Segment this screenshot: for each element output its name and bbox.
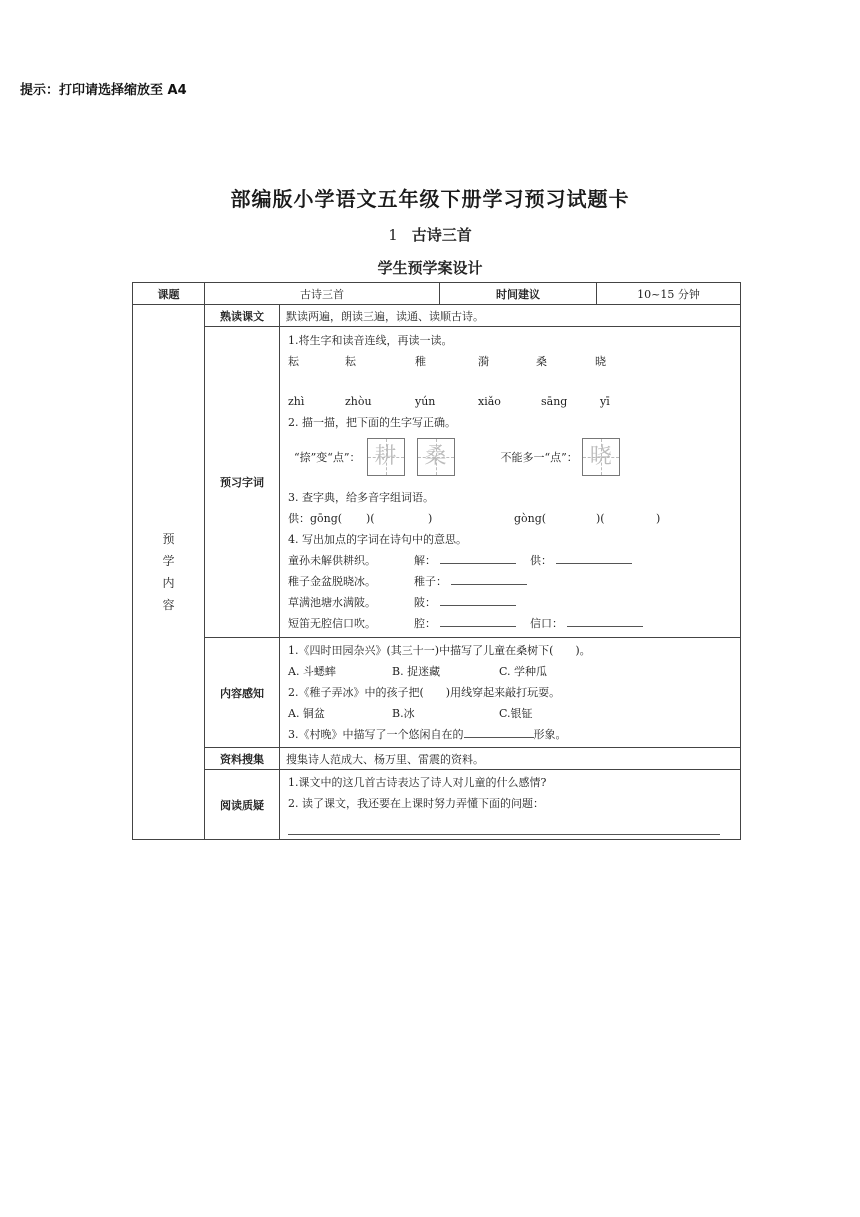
option: A. 铜盆 (288, 707, 325, 720)
lesson-name: 古诗三首 (411, 226, 472, 244)
read-label: 熟读课文 (205, 305, 280, 327)
char-row (288, 351, 732, 372)
question-q2: 2. 读了课文，我还要在上课时努力弄懂下面的问题： (288, 797, 544, 810)
poem-line: 短笛无腔信口吹。 (288, 617, 376, 630)
answer-blank[interactable] (567, 614, 643, 627)
read-text: 默读两遍，朗读三遍，读通、读顺古诗。 (280, 305, 741, 327)
option: A. 斗蟋蟀 (288, 665, 336, 678)
pinyin-row (288, 391, 732, 412)
char-item: 桑 (536, 355, 547, 368)
pinyin-item: yī (600, 395, 610, 408)
question-label: 阅读质疑 (205, 770, 280, 840)
char-item: 耘 (345, 355, 356, 368)
content-body (280, 638, 741, 748)
answer-blank[interactable] (440, 551, 516, 564)
poem-line: 童孙未解供耕织。 (288, 554, 376, 567)
pinyin-item: zhì (288, 395, 305, 408)
words-q1: 1.将生字和读音连线，再读一读。 (288, 334, 453, 347)
content-q1: 1.《四时田园杂兴》(其三十一)中描写了儿童在桑树下( )。 (288, 644, 591, 657)
option: C.银钲 (499, 707, 533, 720)
topic-label: 课题 (133, 283, 205, 305)
meaning-line (288, 550, 732, 571)
polyphone-part: 供：gōng( (288, 512, 343, 525)
meaning-label: 供： (530, 554, 552, 567)
meaning-label: 稚子： (414, 575, 447, 588)
meaning-line (288, 592, 732, 613)
meaning-label: 信口： (530, 617, 563, 630)
answer-blank[interactable] (451, 572, 527, 585)
answer-blank[interactable] (464, 725, 534, 738)
polyphone-part: ) (656, 512, 661, 525)
subtitle: 学生预学案设计 (377, 259, 483, 277)
row-question (133, 770, 741, 840)
collect-label: 资料搜集 (205, 748, 280, 770)
content-q3-suffix: 形象。 (533, 728, 567, 741)
side-label: 预 学 内 容 (133, 305, 205, 840)
content-q2-options (288, 703, 732, 724)
question-answer-line[interactable] (288, 820, 720, 835)
option: B.冰 (392, 707, 415, 720)
pinyin-item: xiǎo (478, 395, 501, 408)
words-q2: 2. 描一描，把下面的生字写正确。 (288, 416, 456, 429)
topic-value: 古诗三首 (205, 283, 440, 305)
meaning-label: 腔： (414, 617, 436, 630)
row-read (133, 305, 741, 327)
answer-blank[interactable] (440, 593, 516, 606)
trace-box: 桑 (417, 438, 455, 476)
question-body (280, 770, 741, 840)
trace-left-label: “捺”变“点”： (294, 451, 361, 464)
time-value: 10~15 分钟 (597, 283, 741, 305)
meaning-line (288, 613, 732, 634)
char-item: 漪 (478, 355, 489, 368)
option: B. 捉迷藏 (392, 665, 441, 678)
meaning-label: 陂： (414, 596, 436, 609)
polyphone-part: ) (428, 512, 433, 525)
row-content (133, 638, 741, 748)
pinyin-item: zhòu (345, 395, 372, 408)
lesson-title (0, 224, 860, 245)
pinyin-item: yún (415, 395, 436, 408)
question-q1: 1.课文中的这几首古诗表达了诗人对儿童的什么感情? (288, 776, 547, 789)
content-label: 内容感知 (205, 638, 280, 748)
pinyin-item: sāng (541, 395, 568, 408)
trace-row (288, 433, 732, 481)
time-label: 时间建议 (440, 283, 597, 305)
header-row (133, 283, 741, 305)
option: C. 学种瓜 (499, 665, 548, 678)
lesson-number: 1 (388, 226, 398, 244)
row-collect (133, 748, 741, 770)
content-q1-options (288, 661, 732, 682)
polyphone-part: )( (596, 512, 605, 525)
collect-text: 搜集诗人范成大、杨万里、雷震的资料。 (280, 748, 741, 770)
words-label: 预习字词 (205, 327, 280, 638)
poem-line: 稚子金盆脱晓冰。 (288, 575, 376, 588)
trace-right-label: 不能多一“点”： (500, 451, 578, 464)
answer-blank[interactable] (556, 551, 632, 564)
answer-blank[interactable] (440, 614, 516, 627)
polyphone-part: gòng( (514, 512, 547, 525)
meaning-line (288, 571, 732, 592)
trace-box: 晓 (582, 438, 620, 476)
words-q4: 4. 写出加点的字词在诗句中的意思。 (288, 533, 467, 546)
words-q3: 3. 查字典，给多音字组词语。 (288, 491, 434, 504)
content-q3-text: 3.《村晚》中描写了一个悠闲自在的 (288, 728, 464, 741)
print-hint: 提示：打印请选择缩放至 A4 (20, 83, 187, 98)
content-q2: 2.《稚子弄冰》中的孩子把( )用线穿起来敲打玩耍。 (288, 686, 561, 699)
preview-card-table (132, 282, 741, 840)
polyphone-part: )( (366, 512, 375, 525)
char-item: 耘 (288, 355, 299, 368)
char-item: 稚 (415, 355, 426, 368)
row-words (133, 327, 741, 638)
meaning-label: 解： (414, 554, 436, 567)
page-title: 部编版小学语文五年级下册学习预习试题卡 (230, 187, 630, 211)
char-item: 晓 (595, 355, 606, 368)
polyphone-row (288, 508, 732, 529)
poem-line: 草满池塘水满陂。 (288, 596, 376, 609)
trace-box: 耕 (367, 438, 405, 476)
words-content (280, 327, 741, 638)
content-q3 (288, 724, 732, 745)
